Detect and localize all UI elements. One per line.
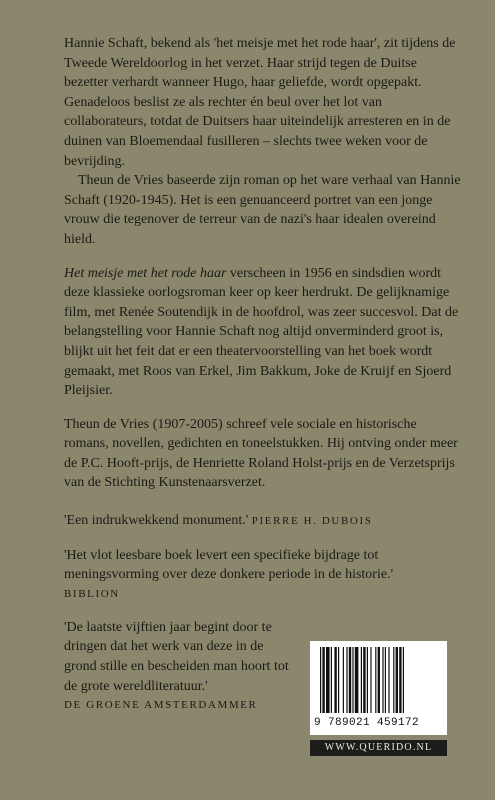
publisher-website: WWW.QUERIDO.NL [310,740,447,756]
isbn-barcode [310,641,447,735]
blurb-paragraph-2: Theun de Vries baseerde zijn roman op het ware verhaal van Hannie Schaft (1920-1945). Het is een genuanceerd portret van een jonge vrouw die tegenover de terreur van de nazi's haar idealen overeind hield. [64,173,461,247]
back-cover-text [64,34,464,715]
author-bio: Theun de Vries (1907-2005) schreef vele sociale en historische romans, novellen, gedichten en toneelstukken. Hij ontving onder meer de P.C. Hooft-prijs, de Henriette Roland Holst-prijs en de Verzetsprijs van de Stichting Kunstenaarsverzet. [64,416,458,491]
book-title: Het meisje met het rode haar [64,265,227,281]
barcode-bars [318,647,439,717]
blurb-paragraph-3-text: verscheen in 1956 en sindsdien wordt deze klassieke oorlogsroman keer op keer herdrukt. De gelijknamige film, met Renée Soutendijk in de hoofdrol, was zeer succesvol. Dat de belangstelling voor Hannie Schaft nog altijd onverminderd groot is, blijkt uit het feit dat er een theatervoorstelling van het boek wordt gemaakt, met Roos van Erkel, Jim Bakkum, Joke de Kruijf en Sjoerd Pleijsier. [64,265,459,399]
review-quote-1-text: 'Een indrukwekkend monument.' [64,513,249,529]
review-source-1: PIERRE H. DUBOIS [251,515,373,528]
blurb-paragraph-1: Hannie Schaft, bekend als 'het meisje met het rode haar', zit tijdens de Tweede Wereldoorlog in het verzet. Haar strijd tegen de Duitse bezetter verhardt wanneer Hugo, haar geliefde, wordt opgepakt. Genadeloos beslist ze als rechter én beul over het lot van collaborateurs, totdat de Duitsers haar uiteindelijk arresteren en in de duinen van Bloemendaal fusilleren – slechts twee weken voor de bevrijding. [64,36,456,169]
review-source-2: BIBLION [64,587,120,600]
review-quote-1 [64,511,464,532]
review-source-3: DE GROENE AMSTERDAMMER [64,699,258,712]
isbn-number: 9 789021 459172 [314,717,420,729]
review-quote-3: 'De laatste vijftien jaar begint door te dringen dat het werk van deze in de grond stille en bescheiden man hoort tot de grote wereldliteratuur.' [64,619,289,694]
blurb-paragraph-3 [64,264,464,401]
review-quote-2: 'Het vlot leesbare boek levert een specifieke bijdrage tot meningsvorming over deze donkere periode in de historie.' [64,547,394,583]
